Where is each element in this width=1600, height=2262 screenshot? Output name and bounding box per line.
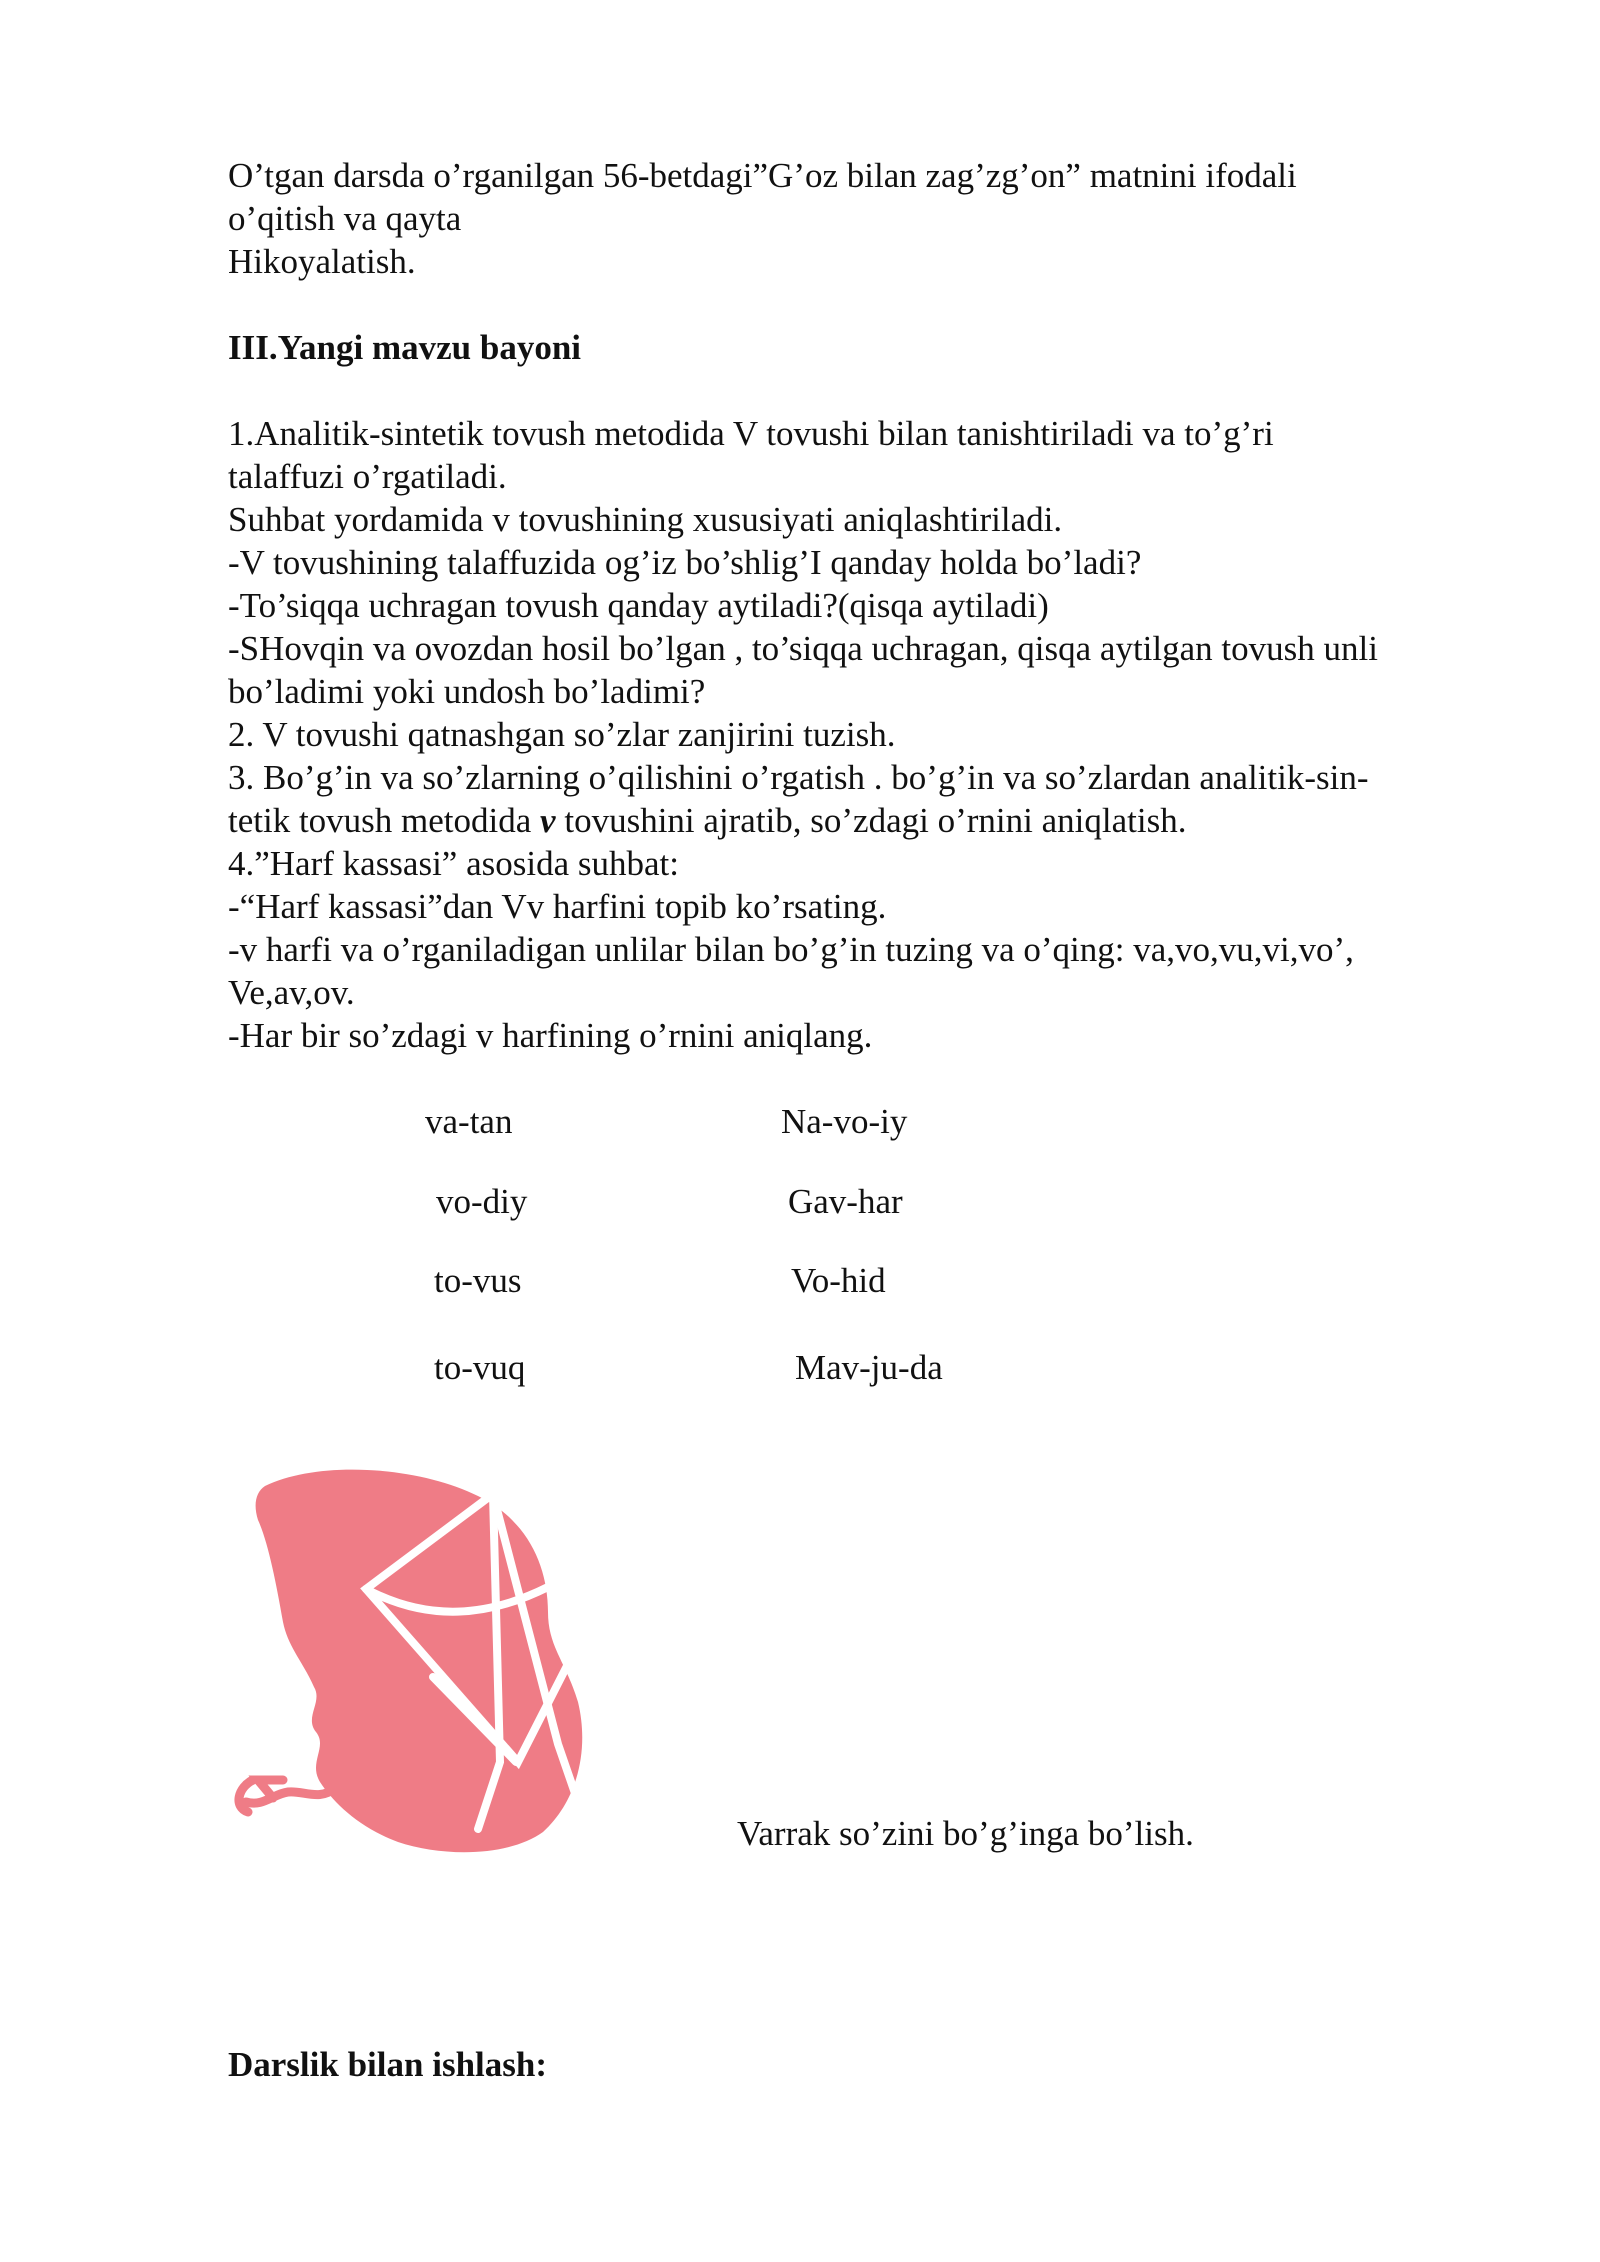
word-left: to-vus [434, 1261, 522, 1300]
body-line: -To’siqqa uchragan tovush qanday aytiladi?(qisqa aytiladi) [228, 586, 1049, 625]
body-line: 1.Analitik-sintetik tovush metodida V tovushi bilan tanishtiriladi va to’g’ri [228, 414, 1274, 453]
closing-heading: Darslik bilan ishlash: [228, 2045, 547, 2084]
bold-v-letter: v [540, 801, 556, 840]
intro-line-2: o’qitish va qayta [228, 199, 462, 238]
body-line: 3. Bo’g’in va so’zlarning o’qilishini o’rgatish . bo’g’in va so’zlardan analitik-sin- [228, 758, 1369, 797]
intro-line-3: Hikoyalatish. [228, 242, 416, 281]
text-before: tetik tovush metodida [228, 801, 541, 840]
section-heading: III.Yangi mavzu bayoni [228, 328, 582, 367]
word-left: va-tan [425, 1102, 513, 1141]
body-line: talaffuzi o’rgatiladi. [228, 457, 507, 496]
text-after: tovushini ajratib, so’zdagi o’rnini aniqlatish. [555, 801, 1187, 840]
body-line: Suhbat yordamida v tovushining xususiyati aniqlashtiriladi. [228, 500, 1063, 539]
body-line: 2. V tovushi qatnashgan so’zlar zanjirini tuzish. [228, 715, 896, 754]
body-line: -SHovqin va ovozdan hosil bo’lgan , to’siqqa uchragan, qisqa aytilgan tovush unli [228, 629, 1378, 668]
word-right: Gav-har [788, 1182, 903, 1221]
body-line: 4.”Harf kassasi” asosida suhbat: [228, 844, 679, 883]
word-right: Vo-hid [791, 1261, 886, 1300]
body-line: -“Harf kassasi”dan Vv harfini topib ko’rsating. [228, 887, 887, 926]
kite-caption: Varrak so’zini bo’g’inga bo’lish. [737, 1814, 1194, 1853]
word-right: Mav-ju-da [795, 1348, 943, 1387]
body-line: bo’ladimi yoki undosh bo’ladimi? [228, 672, 706, 711]
word-left: to-vuq [434, 1348, 526, 1387]
kite-illustration [228, 1462, 688, 1857]
word-left: vo-diy [436, 1182, 528, 1221]
body-line: -Har bir so’zdagi v harfining o’rnini aniqlang. [228, 1016, 873, 1055]
body-line-bold-v [228, 799, 1186, 842]
body-line: -v harfi va o’rganiladigan unlilar bilan bo’g’in tuzing va o’qing: va,vo,vu,vi,vo’, [228, 930, 1354, 969]
intro-line-1: O’tgan darsda o’rganilgan 56-betdagi”G’oz bilan zag’zg’on” matnini ifodali [228, 156, 1297, 195]
word-right: Na-vo-iy [781, 1102, 908, 1141]
body-line: Ve,av,ov. [228, 973, 355, 1012]
body-line: -V tovushining talaffuzida og’iz bo’shlig’I qanday holda bo’ladi? [228, 543, 1142, 582]
